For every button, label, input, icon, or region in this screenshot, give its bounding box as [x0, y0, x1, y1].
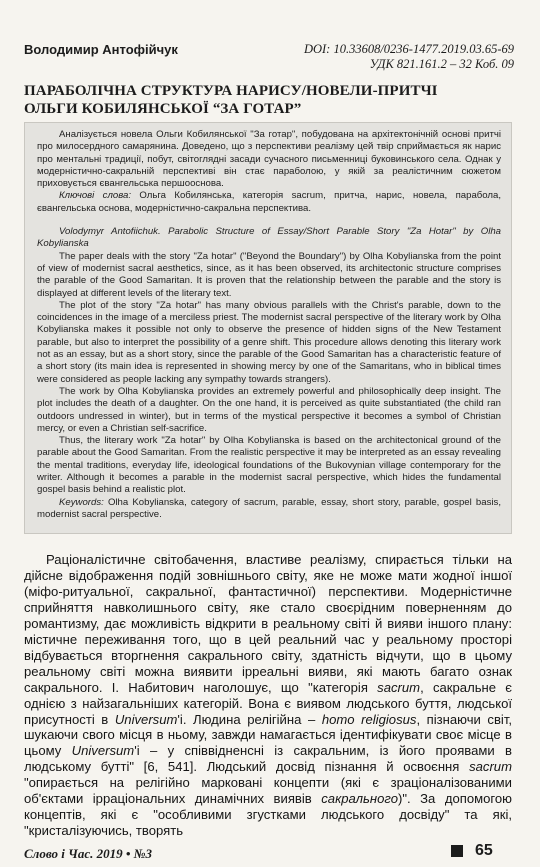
author-name: Володимир Антофійчук	[24, 42, 178, 57]
body-text: Раціоналістичне світобачення, властиве реалізму, спирається тільки на дійсне відображення подій зовнішнього світу, яке не може мати жодної іншої (міфо-ритуальної, сакральної, фантастичної) перспективи. Модерністичне сприйняття навколишнього світу, яке стало своєрідним поверненням до романтизму, дає можливість відкрити в реальному світі й вияви іншого плану: містичне переживання того, що в цей реальний час у реальному просторі відбувається вторгнення сакрального світу, здатність відчути, що в цьому реальному світі можна виявити ірреальні вияви, які мають багато ознак сакрального. І. Набитович наголошує, що "категорія	[24, 552, 512, 695]
emphasis-text: Universum	[114, 711, 178, 727]
abstract-ukrainian: Аналізується новела Ольги Кобилянської "За готар", побудована на архітектонічній основі притчі про милосердного самарянина. Доведено, що з перспективи реалізму цей твір сприймається як нарис про ментальні традиції, побут, світоглядні засади сучасного письменниці буковинського села. Однак у модерністично-сакральній перспективі він стає параболою, у якій за реалістичним сюжетом приховується євангельська першооснова.	[37, 129, 501, 190]
title-line-2: ОЛЬГИ КОБИЛЯНСЬКОЇ “ЗА ГОТАР”	[24, 101, 302, 117]
keywords-text: Olha Kobylianska, category of sacrum, parable, essay, short story, parable, gospel basis, modernist sacral perspective.	[37, 496, 501, 520]
keywords-label: Keywords:	[59, 496, 104, 508]
page-number: 65	[475, 842, 493, 859]
body-paragraph	[24, 552, 512, 839]
body-text: 'і. Людина релігійна –	[177, 711, 322, 727]
english-abstract-paragraph: The plot of the story "Za hotar" has many obvious parallels with the Christ's parable, down to the coincidences in the image of a merciless priest. The modernist sacral perspective of the literary work by Olha Kobylianska makes it possible not only to observe the presence of hidden signs of the New Testament parable, but also to interpret the possibility of a genre shift. This procedure allows denoting this literary work not as an essay, but as a short story, since the parable of the Good Samaritan has a characteristic feature of a short story (its main idea is represented in showing mercy by one of the Samaritans, who in biblical times were considered as people lacking any sympathy towards strangers).	[37, 299, 501, 385]
english-abstract-paragraph: The work by Olha Kobylianska provides an extremely powerful and philosophically deep insight. The plot includes the death of a daughter. On the one hand, it is perceived as quite substantiated (the child ran outdoors undressed in winter), but in terms of the mystical perspective it becomes a symbol of Christian mercy, or even a Christian self-sacrifice.	[37, 385, 501, 434]
body-text: )". За допомогою концептів, які є "особливими згустками людського досвіду" та які, "кристалізуючись, творять	[24, 791, 512, 839]
article-identifiers	[304, 42, 514, 72]
english-abstract-paragraph: The paper deals with the story "Za hotar" ("Beyond the Boundary") by Olha Kobylianska from the point of view of modernist sacral aesthetics, since, as it has been observed, its architectonic structure comprises the parable of the Good Samaritan. It is proven that the relationship between the parable and the story is displayed at different levels of the literary text.	[37, 250, 501, 299]
keywords-label: Ключові слова:	[59, 190, 132, 202]
footer-square-marker	[451, 845, 463, 857]
emphasis-text: sacrum	[469, 759, 512, 775]
abstract-box	[24, 122, 512, 534]
body-text: 'і – у співвідненсні із сакральним, із його проявами в людському бутті" [6, 541]. Людський досвід пізнання й освоєння	[24, 743, 512, 775]
article-body	[24, 552, 512, 839]
emphasis-text: сакрального	[321, 791, 399, 807]
udc-code: УДК 821.161.2 – 32 Коб. 09	[369, 57, 514, 71]
emphasis-text: sacrum	[377, 679, 421, 695]
journal-issue: Слово і Час. 2019 • №3	[24, 846, 153, 861]
body-text: , пізнаючи світ, шукаючи свого місця в ньому, завжди намагається ідентифікувати своє місце в цьому	[24, 711, 513, 759]
article-title	[24, 82, 514, 118]
english-abstract-title: Volodymyr Antofiichuk. Parabolic Structure of Essay/Short Parable Story "Za Hotar" by Olha Kobylianska	[37, 226, 501, 250]
doi: DOI: 10.33608/0236-1477.2019.03.65-69	[303, 42, 514, 56]
body-text: , сакральне є однією з найзагальніших категорій. Вона є виявом людського буття, людської присутності в	[24, 679, 512, 727]
page-header	[24, 36, 514, 76]
english-abstract-paragraph: Thus, the literary work "Za hotar" by Olha Kobylianska is based on the architectonical ground of the parable about the Good Samaritan. From the realistic perspective it may be interpreted as an essay revealing the mental traditions, everyday life, ideological foundations of the Bukovynian village contemporary for the writer. Although it becomes a parable in the modernist sacral perspective, which hides the fundamental gospel basis behind a realistic plot.	[37, 435, 501, 496]
emphasis-text: Universum	[71, 743, 135, 759]
emphasis-text: homo religiosus	[321, 711, 417, 727]
title-line-1: ПАРАБОЛІЧНА СТРУКТУРА НАРИСУ/НОВЕЛИ-ПРИТЧІ	[24, 83, 438, 99]
keywords-ukrainian	[37, 190, 501, 215]
body-text: "опирається на релігійно марковані концепти (які є зраціоналізованими об'єктами ірраціональних динамічних виявів	[24, 775, 512, 807]
keywords-english	[37, 497, 501, 522]
keywords-text: Ольга Кобилянська, категорія sacrum, притча, нарис, новела, парабола, євангельська основа, модерністично-сакральна перспектива.	[37, 190, 501, 214]
